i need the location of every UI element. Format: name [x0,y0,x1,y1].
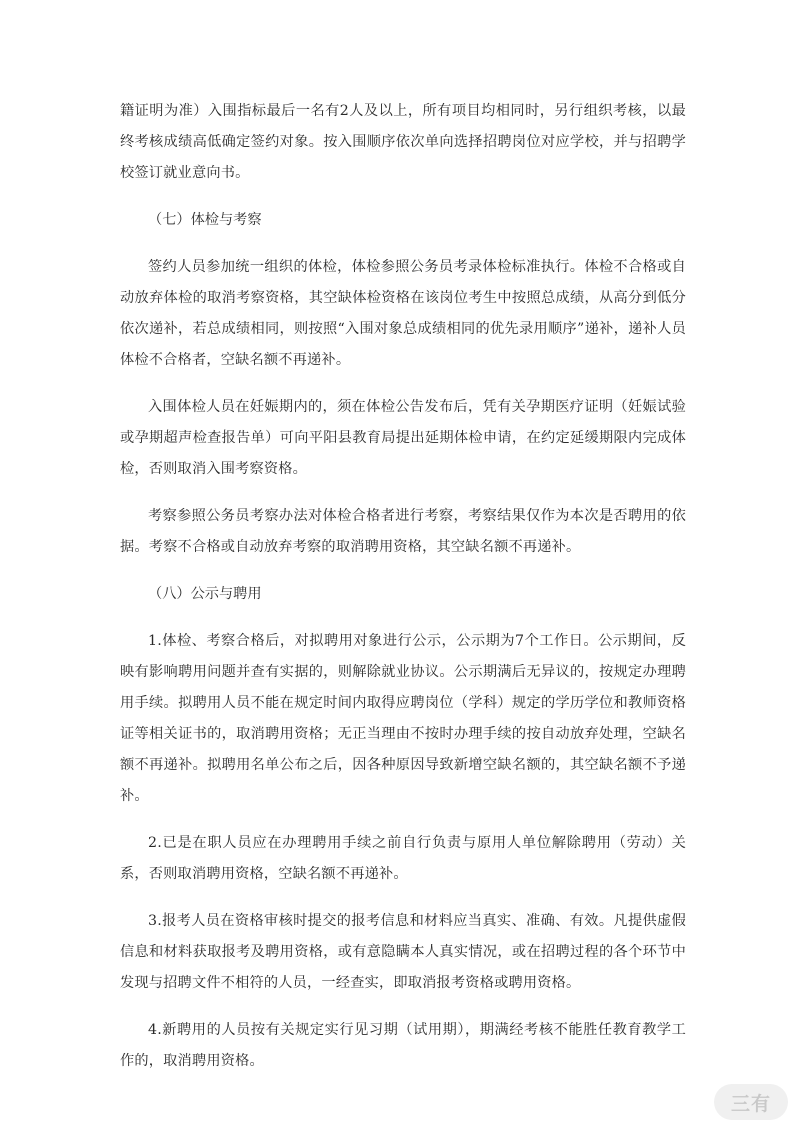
paragraph-3: 入围体检人员在妊娠期内的，须在体检公告发布后，凭有关孕期医疗证明（妊娠试验或孕期超声检查报告单）可向平阳县教育局提出延期体检申请，在约定延缓期限内完成体检，否则取消入围考察资格。 [120,399,686,477]
paragraph-7: 3.报考人员在资格审核时提交的报考信息和材料应当真实、准确、有效。凡提供虚假信息和材料获取报考及聘用资格，或有意隐瞒本人真实情况，或在招聘过程的各个环节中发现与招聘文件不相符的人员，一经查实，即取消报考资格或聘用资格。 [120,913,686,991]
section-heading-8: （八）公示与聘用 [148,586,262,602]
paragraph-5: 1.体检、考察合格后，对拟聘用对象进行公示，公示期为7个工作日。公示期间，反映有影响聘用问题并查有实据的，则解除就业协议。公示期满后无异议的，按规定办理聘用手续。拟聘用人员不能在规定时间内取得应聘岗位（学科）规定的学历学位和教师资格证等相关证书的，取消聘用资格；无正当理由不按时办理手续的按自动放弃处理，空缺名额不再递补。拟聘用名单公布之后，因各种原因导致新增空缺名额的，其空缺名额不予递补。 [120,633,686,804]
paragraph-2: 签约人员参加统一组织的体检，体检参照公务员考录体检标准执行。体检不合格或自动放弃体检的取消考察资格，其空缺体检资格在该岗位考生中按照总成绩，从高分到低分依次递补，若总成绩相同，则按照“入围对象总成绩相同的优先录用顺序”递补，递补人员体检不合格者，空缺名额不再递补。 [120,259,686,368]
section-heading-7: （七）体检与考察 [148,212,262,228]
watermark-logo: 三有 [714,1084,788,1120]
paragraph-1: 籍证明为准）入围指标最后一名有2人及以上，所有项目均相同时，另行组织考核，以最终考核成绩高低确定签约对象。按入围顺序依次单向选择招聘岗位对应学校，并与招聘学校签订就业意向书。 [120,103,686,181]
document-body [120,96,686,1093]
paragraph-4: 考察参照公务员考察办法对体检合格者进行考察，考察结果仅作为本次是否聘用的依据。考察不合格或自动放弃考察的取消聘用资格，其空缺名额不再递补。 [120,508,686,555]
paragraph-6: 2.已是在职人员应在办理聘用手续之前自行负责与原用人单位解除聘用（劳动）关系，否则取消聘用资格，空缺名额不再递补。 [120,835,686,882]
paragraph-8: 4.新聘用的人员按有关规定实行见习期（试用期），期满经考核不能胜任教育教学工作的，取消聘用资格。 [120,1022,686,1069]
